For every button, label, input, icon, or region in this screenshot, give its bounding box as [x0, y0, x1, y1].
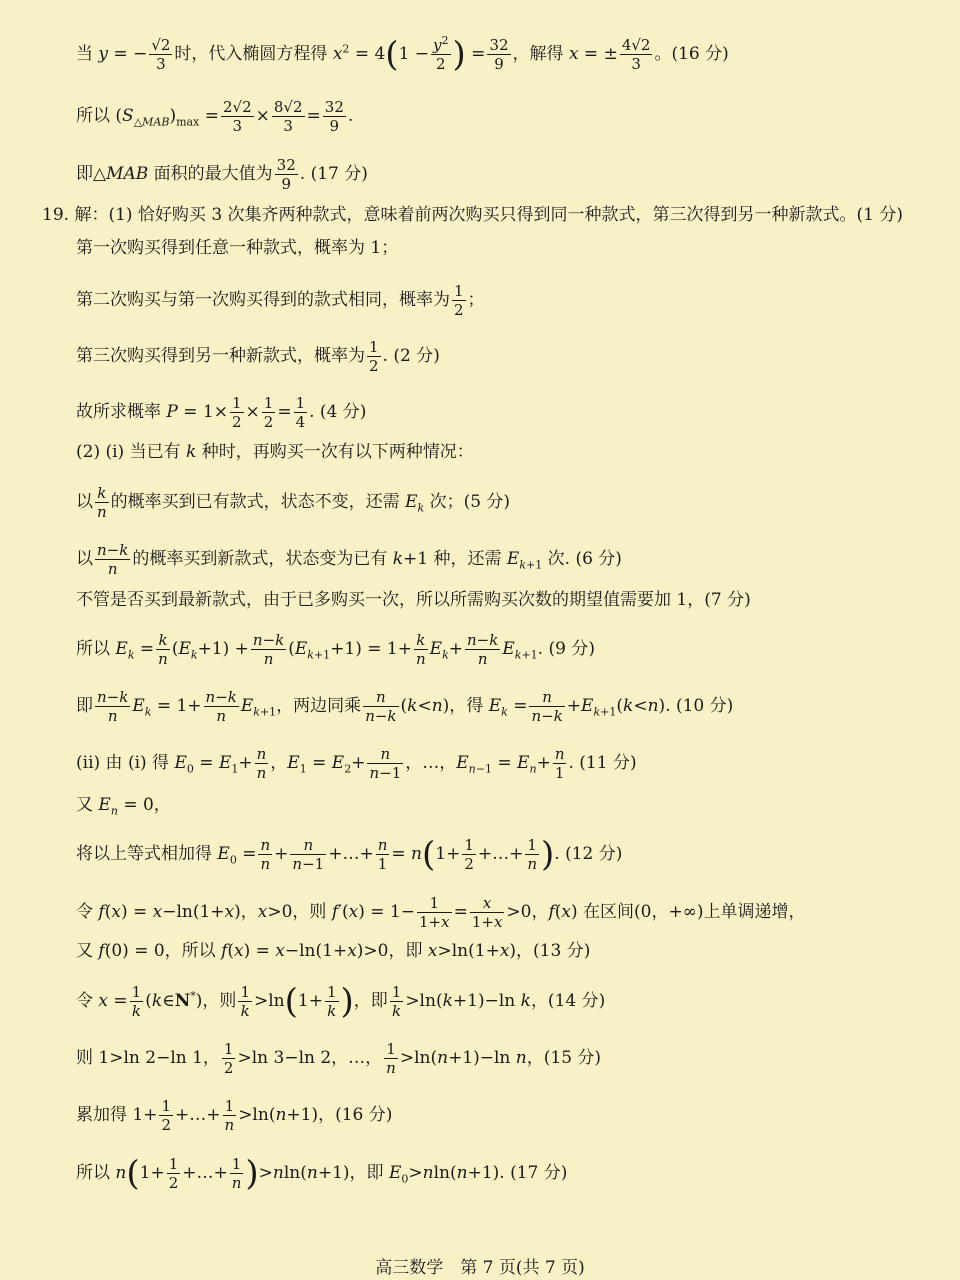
- solution-line: 即 $\frac{n-k}{n}$ $E_k = 1+$ $\frac{n-k}{n}$ $E_{k+1}$，两边同乘 $\frac{n}{n-k}$ (k<n)，得 $E_k$ = $\frac{n}{n-k}$ $+E_{k+1}(k<n)$. (10 分): [76, 688, 734, 725]
- solution-line: 不管是否买到最新款式，由于已多购买一次，所以所需购买次数的期望值需要加 1，(7 分): [76, 590, 751, 610]
- solution-line: 则 1>ln 2−ln 1， $\frac{1}{2}$ >ln 3−ln 2，…， $\frac{1}{n}$ >ln(n+1)−ln n，(15 分): [76, 1040, 602, 1077]
- solution-line: 又 $E_n = 0$，: [76, 795, 171, 818]
- solution-line: 累加得 1+ $\frac{1}{2}$ +…+ $\frac{1}{n}$ >ln(n+1)，(16 分): [76, 1097, 393, 1134]
- solution-line: 第二次购买与第一次购买得到的款式相同，概率为 $\frac{1}{2}$ ；: [76, 282, 485, 319]
- solution-line: 又 f(0) = 0，所以 f(x) = x−ln(1+x)>0，即 x>ln(1+x)，(13 分): [76, 941, 591, 961]
- solution-line: (2) (i) 当已有 k 种时，再购买一次有以下两种情况：: [76, 442, 474, 462]
- solution-line: 以 $\frac{n-k}{n}$ 的概率买到新款式，状态变为已有 k+1 种，还需 $E_{k+1}$ 次. (6 分): [76, 541, 622, 578]
- solution-line: 所以 n(1+ $\frac{1}{2}$ +…+ $\frac{1}{n}$ )>nln(n+1)，即 $E_0>nln(n+1)$. (17 分): [76, 1153, 568, 1194]
- solution-line: 第一次购买得到任意一种款式，概率为 1；: [76, 238, 399, 258]
- solution-line: 所以 $E_k$ = $\frac{k}{n}$ $(E_k+1)$ + $\frac{n-k}{n}$ $(E_{k+1}+1) = 1+$ $\frac{k}{n}$ $E_k+$ $\frac{n-k}{n}$ $E_{k+1}$. (9 分): [76, 631, 595, 668]
- solution-line: 令 x = $\frac{1}{k}$ (k∈N*)，则 $\frac{1}{k}$ >ln(1+ $\frac{1}{k}$ )，即 $\frac{1}{k}$ >ln(k+1)−ln k，(14 分): [76, 981, 606, 1022]
- solution-line: (ii) 由 (i) 得 $E_0 = E_1+$ $\frac{n}{n}$ ，$E_1 = E_2+$ $\frac{n}{n-1}$ ，…，$E_{n-1} = E_n+$ $\frac{n}{1}$ . (11 分): [76, 745, 637, 782]
- solution-line: 将以上等式相加得 $E_0$ = $\frac{n}{n}$ + $\frac{n}{n-1}$ +…+ $\frac{n}{1}$ = n(1+ $\frac{1}{2}$ +…+ $\frac{1}{n}$ ). (12 分): [76, 834, 623, 875]
- solution-line: 19. 解：(1) 恰好购买 3 次集齐两种款式，意味着前两次购买只得到同一种款式，第三次得到另一种新款式。(1 分): [42, 205, 904, 225]
- solution-line: 第三次购买得到另一种新款式，概率为 $\frac{1}{2}$ . (2 分): [76, 338, 440, 375]
- solution-line: 以 $\frac{k}{n}$ 的概率买到已有款式，状态不变，还需 $E_k$ 次；(5 分): [76, 484, 511, 521]
- solution-line: 故所求概率 P = 1× $\frac{1}{2}$ × $\frac{1}{2}$ = $\frac{1}{4}$ . (4 分): [76, 394, 367, 431]
- solution-line: 即△MAB 面积的最大值为 $\frac{32}{9}$ . (17 分): [76, 156, 368, 193]
- page-footer: 高三数学 第 7 页(共 7 页): [375, 1258, 585, 1278]
- solution-line: 令 f(x) = x−ln(1+x)，x>0，则 f′(x) = 1− $\frac{1}{1+x}$ = $\frac{x}{1+x}$ >0，f(x) 在区间(0，+∞)上单调递增，: [76, 894, 806, 931]
- solution-line: 当 y = − $\frac{√2}{3}$ 时，代入椭圆方程得 $x^2 = 4(1$ − $\frac{y^2}{2}$ ) = $\frac{32}{9}$ ，解得 x = ± $\frac{4√2}{3}$ 。(16 分): [76, 34, 729, 75]
- solution-line: 所以 $(S_{\triangle MAB})_{max}$ = $\frac{2√2}{3}$ × $\frac{8√2}{3}$ = $\frac{32}{9}$ .: [76, 98, 354, 135]
